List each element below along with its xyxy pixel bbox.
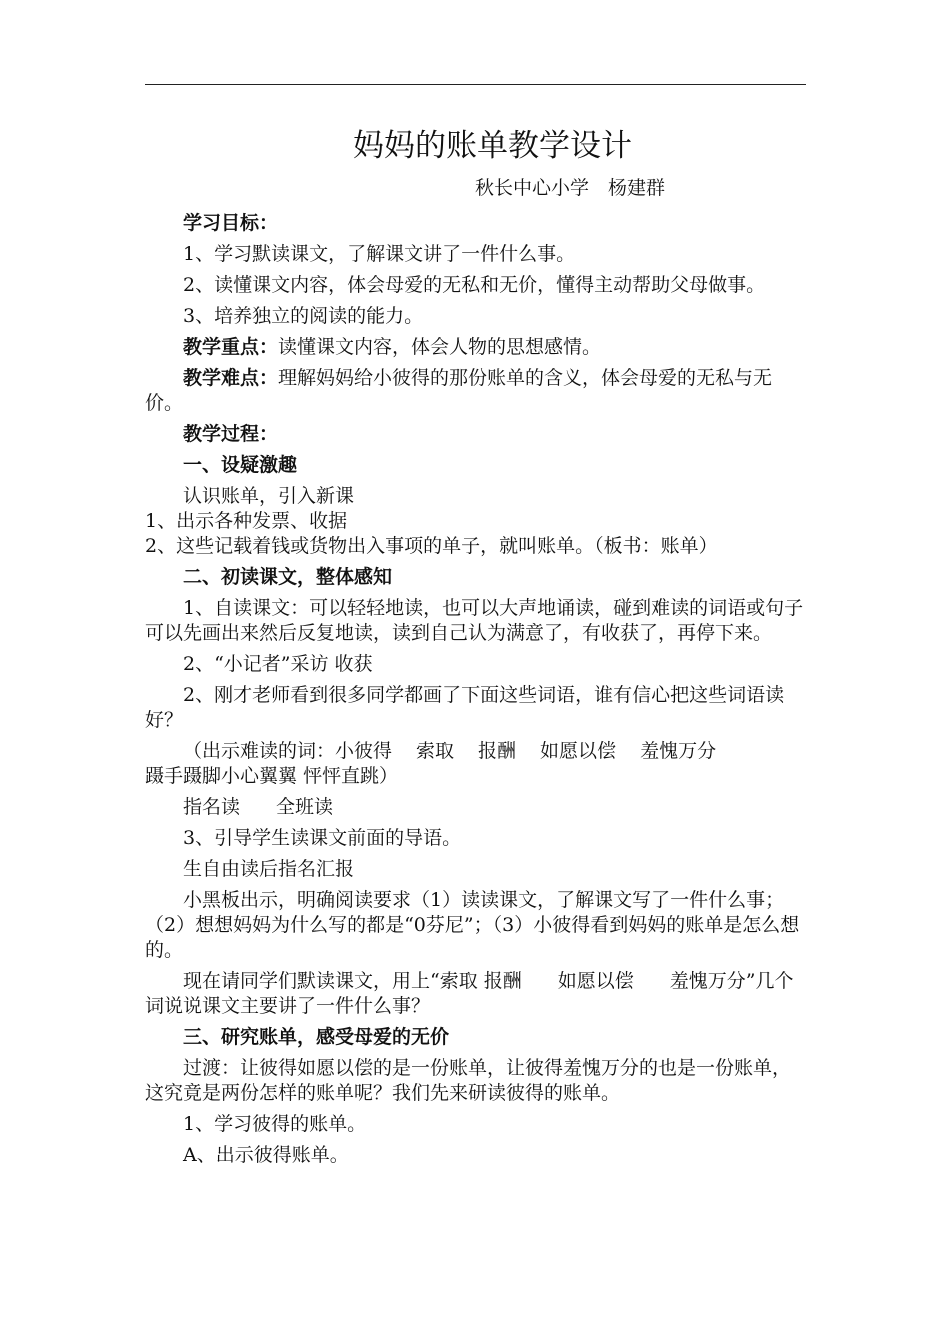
difficult-words [145,739,810,764]
word: 如愿以偿 [540,740,617,762]
word: 索取 [416,740,455,762]
difficult-words-line2: 蹑手蹑脚小心翼翼 怦怦直跳） [145,765,399,787]
section2-paragraph: 3、引导学生读课文前面的导语。 [183,827,462,849]
key-point [145,335,810,360]
difficulty-point [145,366,810,416]
section1-item: 1、出示各种发票、收据 [145,510,348,532]
read-mode: 指名读 [183,796,241,818]
word: 羞愧万分 [640,740,717,762]
section2-paragraph: 小黑板出示，明确阅读要求（1）读读课文，了解课文写了一件什么事；（2）想想妈妈为什么写的都是“0芬尼”；（3）小彼得看到妈妈的账单是怎么想的。 [145,889,800,961]
section1-item: 2、这些记载着钱或货物出入事项的单子，就叫账单。（板书：账单） [145,535,718,557]
text-segment: 羞愧万分”几个词说说课文主要讲了一件什么事？ [145,970,794,1017]
section3-heading: 三、研究账单，感受母爱的无价 [183,1026,450,1048]
section3-paragraph: A、出示彼得账单。 [183,1144,349,1166]
reading-modes [145,795,810,820]
word: 报酬 [478,740,517,762]
difficulty-label: 教学难点： [183,367,279,389]
goal-item: 3、培养独立的阅读的能力。 [183,305,424,327]
document-title: 妈妈的账单教学设计 [353,128,632,164]
section3-paragraph: 1、学习彼得的账单。 [183,1113,367,1135]
key-label: 教学重点： [183,336,279,358]
section2-paragraph: 生自由读后指名汇报 [183,858,355,880]
difficulty-text: 理解妈妈给小彼得的那份账单的含义，体会母爱的无私与无价。 [145,367,773,414]
goal-item: 2、读懂课文内容，体会母爱的无私和无价，懂得主动帮助父母做事。 [183,274,766,296]
section2-paragraph: 2、“小记者”采访 收获 [183,653,373,675]
process-heading: 教学过程： [183,423,279,445]
section2-paragraph [145,969,810,1019]
section3-paragraph: 过渡：让彼得如愿以偿的是一份账单，让彼得羞愧万分的也是一份账单， 这究竟是两份怎样的账单呢？我们先来研读彼得的账单。 [145,1057,801,1104]
words-prefix: （出示难读的词：小彼得 [183,740,393,762]
goal-item: 1、学习默读课文，了解课文讲了一件什么事。 [183,243,576,265]
text-segment: 如愿以偿 [557,970,634,992]
text-segment: 现在请同学们默读课文，用上“索取 报酬 [183,970,522,992]
section1-heading: 一、设疑激趣 [183,454,298,476]
section2-heading: 二、初读课文，整体感知 [183,566,393,588]
read-mode: 全班读 [276,796,334,818]
header-rule [145,84,806,85]
document-body [145,126,810,1174]
section1-intro: 认识账单，引入新课 [183,485,355,507]
goals-heading: 学习目标： [183,212,279,234]
section2-paragraph: 2、刚才老师看到很多同学都画了下面这些词语，谁有信心把这些词语读好？ [145,684,785,731]
author-line: 秋长中心小学 杨建群 [475,177,666,199]
key-text: 读懂课文内容，体会人物的思想感情。 [278,336,602,358]
section2-paragraph: 1、自读课文：可以轻轻地读，也可以大声地诵读，碰到难读的词语或句子可以先画出来然后反复地读，读到自己认为满意了，有收获了，再停下来。 [145,597,804,644]
